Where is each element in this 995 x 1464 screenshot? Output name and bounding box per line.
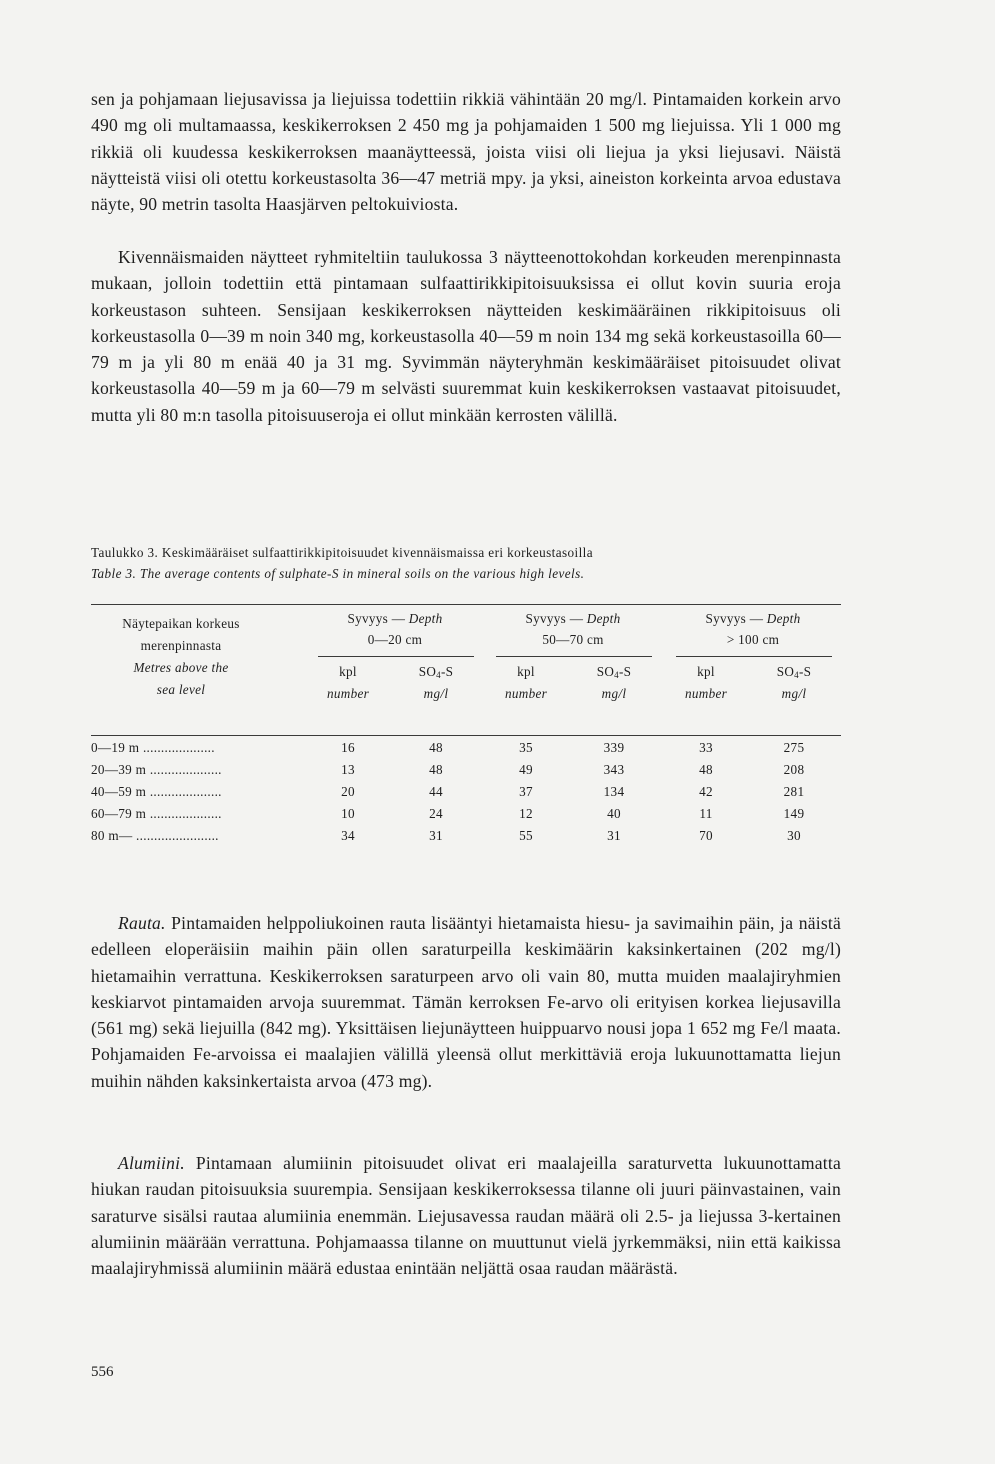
number-head-2: number (504, 686, 548, 701)
row-level: 0—19 m (91, 740, 140, 755)
number-head-1: number (326, 686, 370, 701)
table-header-rule (91, 735, 841, 736)
cell-so4: 44 (429, 784, 443, 799)
cell-so4: 339 (603, 740, 625, 755)
depth-head-1: Syvyys — Depth (347, 611, 443, 626)
cell-kpl: 33 (699, 740, 713, 755)
depth-range-3: > 100 cm (726, 632, 780, 647)
mgl-head-2: mg/l (601, 686, 627, 701)
cell-so4: 149 (783, 806, 805, 821)
table-caption-en: Table 3. The average contents of sulphate-S in mineral soils on the various high levels. (91, 566, 585, 581)
row-level: 20—39 m (91, 762, 147, 777)
cell-so4: 40 (607, 806, 621, 821)
cell-so4: 24 (429, 806, 443, 821)
leader-dots: .................... (142, 740, 215, 755)
kpl-head-2: kpl (517, 664, 535, 679)
cell-kpl: 49 (519, 762, 533, 777)
depth-rule-1 (318, 656, 474, 657)
cell-so4: 134 (603, 784, 625, 799)
so4-head-2: $SO_4-S$ (596, 664, 632, 680)
leader-dots: ....................... (136, 828, 219, 843)
paragraph-aluminium: Alumiini. Pintamaan alumiinin pitoisuudet olivat eri maalajeilla saraturvetta lukuunottamatta hiukan raudan pitoisuuksia suurempia. Sensijaan keskikerroksessa tilanne oli juuri päinvastainen, vain saraturve sisälsi rautaa alumiinia enemmän. Liejusavessa raudan määrä oli 2.5- ja liejussa 3-kertainen alumiinin määrään verrattuna. Pohjamaassa tilanne on muuttunut vielä jyrkemmäksi, niin että kaikissa maalajiryhmissä alumiinin määrä edustaa enintään neljättä osaa raudan määrästä. (91, 1153, 841, 1279)
leader-dots: .................... (149, 762, 222, 777)
cell-kpl: 20 (341, 784, 355, 799)
cell-kpl: 37 (519, 784, 533, 799)
cell-so4: 343 (603, 762, 625, 777)
section-lead-rauta: Rauta. (118, 913, 166, 933)
stub-head-en-2: sea level (156, 682, 206, 697)
cell-so4: 31 (607, 828, 621, 843)
page-number: 556 (91, 1364, 114, 1380)
mgl-head-1: mg/l (423, 686, 449, 701)
cell-kpl: 10 (341, 806, 355, 821)
cell-kpl: 16 (341, 740, 355, 755)
row-level: 40—59 m (91, 784, 147, 799)
section-lead-alumiini: Alumiini. (118, 1153, 185, 1173)
paragraph-iron: Rauta. Pintamaiden helppoliukoinen rauta lisääntyi hietamaista hiesu- ja savimaihin päin, ja näistä edelleen eloperäisiin maihin päin ollen saraturpeilla keskimäärin kaksinkertainen (202 mg/l) hietamaihin verrattuna. Keskikerroksen saraturpeen arvo oli vain 80, mutta muiden maalajiryhmien keskiarvot pintamaiden arvoja suuremmat. Tämän kerroksen Fe-arvo oli erityisen korkea liejusavilla (561 mg) sekä liejuilla (842 mg). Yksittäisen liejunäytteen huippuarvo nousi jopa 1 652 mg Fe/l maata. Pohjamaiden Fe-arvoissa ei maalajien välillä yleensä ollut merkittäviä eroja lukuunottamatta liejun muihin nähden kaksinkertaista arvoa (473 mg). (91, 913, 841, 1091)
depth-rule-2 (496, 656, 652, 657)
cell-kpl: 34 (341, 828, 355, 843)
kpl-head-3: kpl (697, 664, 715, 679)
row-level: 60—79 m (91, 806, 147, 821)
cell-so4: 48 (429, 740, 443, 755)
so4-head-3: $SO_4-S$ (776, 664, 812, 680)
cell-kpl: 55 (519, 828, 533, 843)
so4-head-1: $SO_4-S$ (418, 664, 454, 680)
cell-so4: 281 (783, 784, 805, 799)
depth-head-3: Syvyys — Depth (705, 611, 801, 626)
cell-so4: 30 (787, 828, 801, 843)
cell-kpl: 48 (699, 762, 713, 777)
stub-head-en-1: Metres above the (133, 660, 229, 675)
cell-kpl: 35 (519, 740, 533, 755)
cell-so4: 48 (429, 762, 443, 777)
cell-so4: 275 (783, 740, 805, 755)
cell-kpl: 70 (699, 828, 713, 843)
depth-head-2: Syvyys — Depth (525, 611, 621, 626)
leader-dots: .................... (149, 806, 222, 821)
stub-head-fi-1: Näytepaikan korkeus (122, 616, 240, 631)
row-level: 80 m— (91, 828, 133, 843)
depth-rule-3 (676, 656, 832, 657)
cell-kpl: 11 (699, 806, 713, 821)
paragraph-mineral-soils: Kivennäismaiden näytteet ryhmiteltiin taulukossa 3 näytteenottokohdan korkeuden merenpinnasta mukaan, jolloin todettiin että pintamaan sulfaattirikkipitoisuuksissa ei ollut kovin suuria eroja korkeustason suhteen. Sensijaan keskikerroksen näytteiden keskimääräinen rikkipitoisuus oli korkeustasolla 0—39 m noin 340 mg, korkeustasolla 40—59 m noin 134 mg sekä korkeustasoilla 60—79 m ja yli 80 m enää 40 ja 31 mg. Syvimmän näyteryhmän keskimääräiset pitoisuudet olivat korkeustasolla 40—59 m ja 60—79 m selvästi suuremmat kuin keskikerroksen vastaavat pitoisuudet, mutta yli 80 m:n tasolla pitoisuuseroja ei ollut minkään kerrosten välillä. (91, 247, 841, 425)
cell-so4: 208 (783, 762, 805, 777)
depth-range-2: 50—70 cm (542, 632, 604, 647)
table-top-rule (91, 604, 841, 605)
cell-kpl: 12 (519, 806, 533, 821)
kpl-head-1: kpl (339, 664, 357, 679)
paragraph-sulphur-summary: sen ja pohjamaan liejusavissa ja liejuissa todettiin rikkiä vähintään 20 mg/l. Pintamaiden korkein arvo 490 mg oli multamaassa, keskikerroksen 2 450 mg ja pohjamaiden 1 500 mg liejuissa. Yli 1 000 mg rikkiä oli kuudessa keskikerroksen maanäytteessä, joista viisi oli liejua ja yksi liejusavi. Näistä näytteistä viisi oli otettu korkeustasolta 36—47 metriä mpy. ja yksi, aineiston korkeinta arvoa edustava näyte, 90 metrin tasolta Haasjärven peltokuiviosta. (91, 89, 841, 215)
depth-range-1: 0—20 cm (367, 632, 423, 647)
cell-so4: 31 (429, 828, 443, 843)
cell-kpl: 42 (699, 784, 713, 799)
leader-dots: .................... (149, 784, 222, 799)
number-head-3: number (684, 686, 728, 701)
stub-head-fi-2: merenpinnasta (140, 638, 222, 653)
table-caption-fi: Taulukko 3. Keskimääräiset sulfaattirikkipitoisuudet kivennäismaissa eri korkeustasoilla (91, 545, 593, 560)
mgl-head-3: mg/l (781, 686, 807, 701)
cell-kpl: 13 (341, 762, 355, 777)
